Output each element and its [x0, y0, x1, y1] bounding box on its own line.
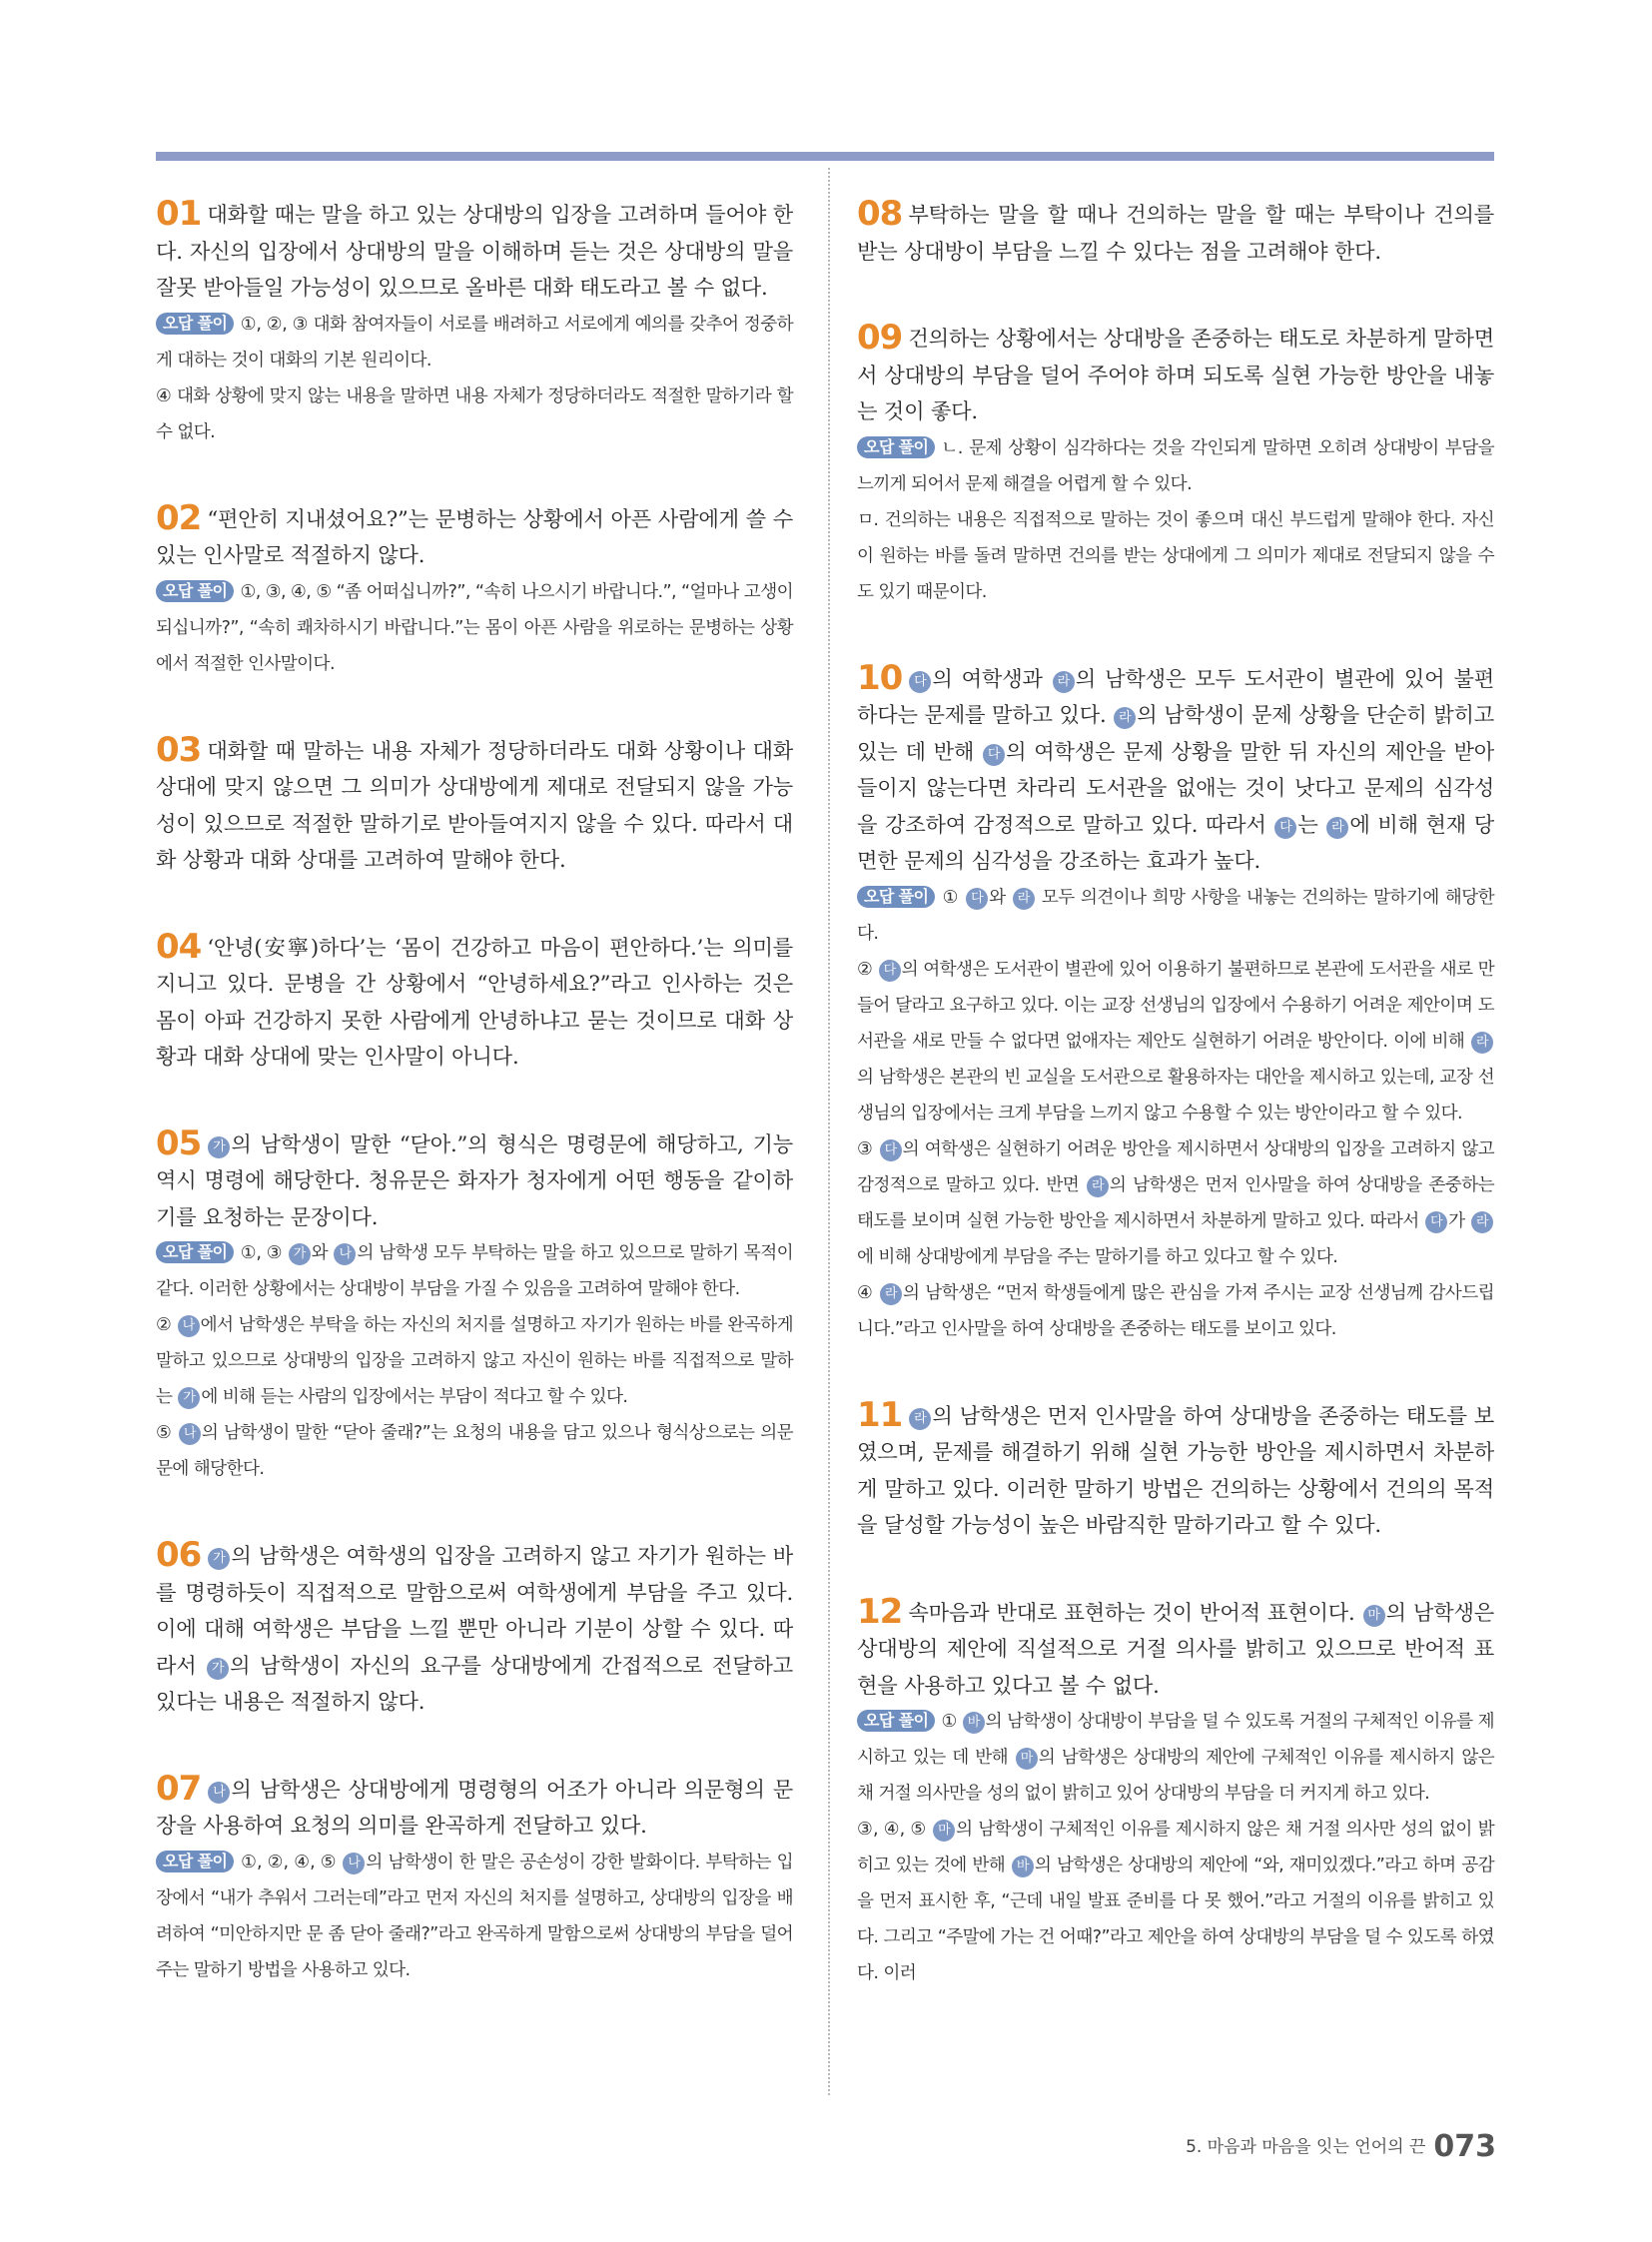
chip-ra: 라: [909, 1408, 931, 1430]
chip-ga: 가: [207, 1658, 229, 1680]
chip-da: 다: [879, 960, 901, 982]
wrong-answer-note: ③, ④, ⑤ 마 의 남학생이 구체적인 이유를 제시하지 않은 채 거절 의사만 성의 없이 밝히고 있는 것에 반해 바 의 남학생은 상대방의 제안에 “와, 재미있겠다.”라고 하며 공감을 먼저 표시한 후, “근데 내일 발표 준비를 다 못 했어.”라고 거절의 이유를 밝히고 있다. 그리고 “주말에 가는 건 어때?”라고 제안을 하여 상대방의 부담을 덜 수 있도록 하였다. 이러: [857, 1820, 1494, 1983]
wrong-answer-note: 오답 풀이 ① 바 의 남학생이 상대방이 부담을 덜 수 있도록 거절의 구체적인 이유를 제시하고 있는 데 반해 마 의 남학생은 상대방의 제안에 구체적인 이유를 제시하지 않은 채 거절 의사만을 성의 없이 밝히고 있어 상대방의 부담을 더 커지게 하고 있다.: [857, 1711, 1494, 1804]
question-number: 12: [857, 1591, 903, 1632]
wrong-answer-badge: 오답 풀이: [857, 886, 935, 908]
chip-ra: 라: [1471, 1032, 1493, 1054]
chip-da: 다: [966, 888, 988, 910]
chip-da: 다: [880, 1139, 902, 1161]
left-column: [156, 196, 793, 2038]
chip-ra: 라: [1471, 1211, 1493, 1233]
wrong-answer-note: ② 나 에서 남학생은 부탁을 하는 자신의 처지를 설명하고 자기가 원하는 바를 완곡하게 말하고 있으므로 상대방의 입장을 고려하지 않고 자신이 원하는 바를 직접적으로 말하는 가 에 비해 듣는 사람의 입장에서는 부담이 적다고 할 수 있다.: [156, 1315, 793, 1407]
wrong-answer-note: ③ 다 의 여학생은 실현하기 어려운 방안을 제시하면서 상대방의 입장을 고려하지 않고 감정적으로 말하고 있다. 반면 라 의 남학생은 먼저 인사말을 하여 상대방을 존중하는 태도를 보이며 실현 가능한 방안을 제시하면서 차분하게 말하고 있다. 따라서 다 가 라에 비해 상대방에게 부담을 주는 말하기를 하고 있다고 할 수 있다.: [857, 1138, 1494, 1267]
chip-ga: 가: [289, 1243, 311, 1265]
question-number: 09: [857, 318, 903, 358]
explanation-text: ‘안녕(安寧)하다’는 ‘몸이 건강하고 마음이 편안하다.’는 의미를 지니고 있다. 문병을 간 상황에서 “안녕하세요?”라고 인사하는 것은 몸이 아파 건강하지 못한 사람에게 안녕하냐고 묻는 것이므로 대화 상황과 대화 상대에 맞는 인사말이 아니다.: [156, 934, 793, 1069]
answer-08: [857, 196, 1494, 270]
column-divider: [828, 168, 830, 2095]
explanation-text: 건의하는 상황에서는 상대방을 존중하는 태도로 차분하게 말하면서 상대방의 부담을 덜어 주어야 하며 되도록 실현 가능한 방안을 내놓는 것이 좋다.: [857, 326, 1494, 423]
chip-ga: 가: [208, 1548, 230, 1570]
chip-ga: 가: [208, 1136, 230, 1158]
wrong-answer-badge: 오답 풀이: [156, 580, 234, 602]
chip-da: 다: [983, 744, 1005, 766]
question-number: 10: [857, 657, 903, 698]
right-column: [857, 196, 1494, 2041]
explanation-text: “편안히 지내셨어요?”는 문병하는 상황에서 아픈 사람에게 쓸 수 있는 인사말로 적절하지 않다.: [156, 505, 793, 567]
page-number: 073: [1433, 2129, 1496, 2164]
question-number: 11: [857, 1394, 903, 1435]
wrong-answer-badge: 오답 풀이: [857, 436, 935, 458]
chip-na: 나: [334, 1243, 356, 1265]
answer-04: [156, 926, 793, 1076]
wrong-answer-badge: 오답 풀이: [156, 313, 234, 335]
question-number: 05: [156, 1122, 202, 1163]
question-number: 08: [857, 194, 903, 234]
wrong-answer-note: 오답 풀이 ①, ③, ④, ⑤ “좀 어떠십니까?”, “속히 나으시기 바랍니다.”, “얼마나 고생이 되십니까?”, “속히 쾌차하시기 바랍니다.”는 몸이 아픈 사람을 위로하는 문병하는 상황에서 적절한 인사말이다.: [156, 580, 793, 674]
chip-ra: 라: [1087, 1175, 1109, 1197]
answer-03: [156, 729, 793, 879]
chip-ba: 바: [1012, 1856, 1034, 1877]
wrong-answer-note: ② 다 의 여학생은 도서관이 별관에 있어 이용하기 불편하므로 본관에 도서관을 새로 만들어 달라고 요구하고 있다. 이는 교장 선생님의 입장에서 수용하기 어려운 제안이며 도서관을 새로 만들 수 없다면 없애자는 제안도 실현하기 어려운 방안이다. 이에 비해 라의 남학생은 본관의 빈 교실을 도서관으로 활용하자는 대안을 제시하고 있는데, 교장 선생님의 입장에서는 크게 부담을 느끼지 않고 수용할 수 있는 방안이라고 할 수 있다.: [857, 959, 1494, 1123]
wrong-answer-note: 오답 풀이 ①, ③ 가 와 나 의 남학생 모두 부탁하는 말을 하고 있으므로 말하기 목적이 같다. 이러한 상황에서는 상대방이 부담을 가질 수 있음을 고려하여 말해야 한다.: [156, 1242, 793, 1299]
chip-ra: 라: [1013, 888, 1035, 910]
wrong-answer-note: 오답 풀이 ① 다 와 라 모두 의견이나 희망 사항을 내놓는 건의하는 말하기에 해당한다.: [857, 886, 1494, 944]
question-number: 03: [156, 729, 202, 770]
wrong-answer-note: ㅁ. 건의하는 내용은 직접적으로 말하는 것이 좋으며 대신 부드럽게 말해야 한다. 자신이 원하는 바를 돌려 말하면 건의를 받는 상대에게 그 의미가 제대로 전달되지 않을 수도 있기 때문이다.: [857, 509, 1494, 602]
question-number: 07: [156, 1768, 202, 1809]
chip-da: 다: [1274, 817, 1296, 839]
page-footer: [1186, 2129, 1496, 2164]
chip-na: 나: [178, 1315, 200, 1337]
chip-ra: 라: [1053, 671, 1075, 693]
chip-ba: 바: [963, 1712, 985, 1734]
chip-ga: 가: [178, 1387, 200, 1409]
chip-na: 나: [179, 1423, 201, 1445]
chip-da: 다: [1425, 1211, 1447, 1233]
question-number: 04: [156, 926, 202, 967]
chip-ma: 마: [933, 1820, 955, 1842]
wrong-answer-note: 오답 풀이 ㄴ. 문제 상황이 심각하다는 것을 각인되게 말하면 오히려 상대방이 부담을 느끼게 되어서 문제 해결을 어렵게 할 수 있다.: [857, 436, 1494, 494]
chip-ra: 라: [1114, 707, 1136, 729]
question-number: 02: [156, 497, 202, 538]
chapter-title: 5. 마음과 마음을 잇는 언어의 끈: [1186, 2137, 1426, 2157]
header-bar: [156, 152, 1494, 161]
chip-da: 다: [909, 671, 931, 693]
chip-ma: 마: [1363, 1605, 1385, 1627]
explanation-text: 대화할 때는 말을 하고 있는 상대방의 입장을 고려하며 들어야 한다. 자신의 입장에서 상대방의 말을 이해하며 듣는 것은 상대방의 말을 잘못 받아들일 가능성이 있으므로 올바른 대화 태도라고 볼 수 없다.: [156, 202, 793, 300]
answer-01: [156, 196, 793, 450]
explanation-text: 부탁하는 말을 할 때나 건의하는 말을 할 때는 부탁이나 건의를 받는 상대방이 부담을 느낄 수 있다는 점을 고려해야 한다.: [857, 202, 1494, 264]
wrong-answer-badge: 오답 풀이: [156, 1851, 234, 1872]
chip-na: 나: [343, 1853, 365, 1874]
chip-na: 나: [208, 1782, 230, 1804]
question-number: 06: [156, 1535, 202, 1575]
wrong-answer-badge: 오답 풀이: [156, 1241, 234, 1263]
chip-ma: 마: [1016, 1748, 1038, 1770]
wrong-answer-note: ④ 대화 상황에 맞지 않는 내용을 말하면 내용 자체가 정당하더라도 적절한 말하기라 할 수 없다.: [156, 385, 793, 442]
wrong-answer-note: 오답 풀이 ①, ②, ④, ⑤ 나 의 남학생이 한 말은 공손성이 강한 발화이다. 부탁하는 입장에서 “내가 추워서 그러는데”라고 먼저 자신의 처지를 설명하고, 상대방의 입장을 배려하여 “미안하지만 문 좀 닫아 줄래?”라고 완곡하게 말함으로써 상대방의 부담을 덜어 주는 말하기 방법을 사용하고 있다.: [156, 1851, 793, 1980]
wrong-answer-note: ⑤ 나 의 남학생이 말한 “닫아 줄래?”는 요청의 내용을 담고 있으나 형식상으로는 의문문에 해당한다.: [156, 1423, 793, 1479]
wrong-answer-note: ④ 라 의 남학생은 “먼저 학생들에게 많은 관심을 가져 주시는 교장 선생님께 감사드립니다.”라고 인사말을 하여 상대방을 존중하는 태도를 보이고 있다.: [857, 1282, 1494, 1339]
answer-02: [156, 497, 793, 682]
wrong-answer-badge: 오답 풀이: [857, 1710, 935, 1732]
answer-12: 12 속마음과 반대로 표현하는 것이 반어적 표현이다. 마 의 남학생은 상대방의 제안에 직설적으로 거절 의사를 밝히고 있으므로 반어적 표현을 사용하고 있다고 볼 수 없다. 오답 풀이 ① 바 의 남학생이 상대방이 부담을 덜 수 있도록 거절의 구체적인 이유를 제시하고 있는 데 반해 마 의 남학생은 상대방의 제안에 구체적인 이유를 제시하지 않은 채 거절 의사만을 성의 없이 밝히고 있어 상대방의 부담을 더 커지게 하고 있다. ③, ④, ⑤ 마 의 남학생이 구체적인 이유를 제시하지 않은 채 거절 의사만 성의 없이 밝히고 있는 것에 반해 바 의 남학생은 상대방의 제안에 “와, 재미있겠다.”라고 하며 공감을 먼저 표시한 후, “근데 내일 발표 준비를 다 못 했어.”라고 거절의 이유를 밝히고 있다. 그리고 “주말에 가는 건 어때?”라고 제안을 하여 상대방의 부담을 덜 수 있도록 하였다. 이러: [857, 1594, 1494, 1992]
wrong-answer-note: 오답 풀이 ①, ②, ③ 대화 참여자들이 서로를 배려하고 서로에게 예의를 갖추어 정중하게 대하는 것이 대화의 기본 원리이다.: [156, 313, 793, 371]
answer-11: 11 라 의 남학생은 먼저 인사말을 하여 상대방을 존중하는 태도를 보였으며, 문제를 해결하기 위해 실현 가능한 방안을 제시하면서 차분하게 말하고 있다. 이러한 말하기 방법은 건의하는 상황에서 건의의 목적을 달성할 가능성이 높은 바람직한 말하기라고 할 수 있다.: [857, 1394, 1494, 1537]
question-number: 01: [156, 194, 202, 234]
chip-ra: 라: [880, 1283, 902, 1305]
answer-09: [857, 320, 1494, 610]
explanation-text: 대화할 때 말하는 내용 자체가 정당하더라도 대화 상황이나 대화 상대에 맞지 않으면 그 의미가 상대방에게 제대로 전달되지 않을 가능성이 있으므로 적절한 말하기로 받아들여지지 않을 수 있다. 따라서 대화 상황과 대화 상대를 고려하여 말해야 한다.: [156, 737, 793, 872]
chip-ra: 라: [1326, 817, 1348, 839]
answer-10: 10 다 의 여학생과 라 의 남학생은 모두 도서관이 별관에 있어 불편하다는 문제를 말하고 있다. 라 의 남학생이 문제 상황을 단순히 밝히고 있는 데 반해 다 의 여학생은 문제 상황을 말한 뒤 자신의 제안을 받아들이지 않는다면 차라리 도서관을 없애는 것이 낫다고 문제의 심각성을 강조하여 감정적으로 말하고 있다. 따라서 다 는 라 에 비해 현재 당면한 문제의 심각성을 강조하는 효과가 높다. 오답 풀이 ① 다 와 라 모두 의견이나 희망 사항을 내놓는 건의하는 말하기에 해당한다. ② 다 의 여학생은 도서관이 별관에 있어 이용하기 불편하므로 본관에 도서관을 새로 만들어 달라고 요구하고 있다. 이는 교장 선생님의 입장에서 수용하기 어려운 제안이며 도서관을 새로 만들 수 없다면 없애자는 제안도 실현하기 어려운 방안이다. 이에 비해 라의 남학생은 본관의 빈 교실을 도서관으로 활용하자는 대안을 제시하고 있는데, 교장 선생님의 입장에서는 크게 부담을 느끼지 않고 수용할 수 있는 방안이라고 할 수 있다. ③ 다 의 여학생은 실현하기 어려운 방안을 제시하면서 상대방의 입장을 고려하지 않고 감정적으로 말하고 있다. 반면 라 의 남학생은 먼저 인사말을 하여 상대방을 존중하는 태도를 보이며 실현 가능한 방안을 제시하면서 차분하게 말하고 있다. 따라서 다 가 라에 비해 상대방에게 부담을 주는 말하기를 하고 있다고 할 수 있다. ④ 라 의 남학생은 “먼저 학생들에게 많은 관심을 가져 주시는 교장 선생님께 감사드립니다.”라고 인사말을 하여 상대방을 존중하는 태도를 보이고 있다.: [857, 660, 1494, 1347]
answer-05: 05 가 의 남학생이 말한 “닫아.”의 형식은 명령문에 해당하고, 기능 역시 명령에 해당한다. 청유문은 화자가 청자에게 어떤 행동을 같이하기를 요청하는 문장이다. 오답 풀이 ①, ③ 가 와 나 의 남학생 모두 부탁하는 말을 하고 있으므로 말하기 목적이 같다. 이러한 상황에서는 상대방이 부담을 가질 수 있음을 고려하여 말해야 한다. ② 나 에서 남학생은 부탁을 하는 자신의 처지를 설명하고 자기가 원하는 바를 완곡하게 말하고 있으므로 상대방의 입장을 고려하지 않고 자신이 원하는 바를 직접적으로 말하는 가 에 비해 듣는 사람의 입장에서는 부담이 적다고 할 수 있다. ⑤ 나 의 남학생이 말한 “닫아 줄래?”는 요청의 내용을 담고 있으나 형식상으로는 의문문에 해당한다.: [156, 1125, 793, 1488]
answer-06: 06 가 의 남학생은 여학생의 입장을 고려하지 않고 자기가 원하는 바를 명령하듯이 직접적으로 말함으로써 여학생에게 부담을 주고 있다. 이에 대해 여학생은 부담을 느낄 뿐만 아니라 기분이 상할 수 있다. 따라서 가 의 남학생이 자신의 요구를 상대방에게 간접적으로 전달하고 있다는 내용은 적절하지 않다.: [156, 1535, 793, 1714]
answer-07: 07 나 의 남학생은 상대방에게 명령형의 어조가 아니라 의문형의 문장을 사용하여 요청의 의미를 완곡하게 전달하고 있다. 오답 풀이 ①, ②, ④, ⑤ 나 의 남학생이 한 말은 공손성이 강한 발화이다. 부탁하는 입장에서 “내가 추워서 그러는데”라고 먼저 자신의 처지를 설명하고, 상대방의 입장을 배려하여 “미안하지만 문 좀 닫아 줄래?”라고 완곡하게 말함으로써 상대방의 부담을 덜어 주는 말하기 방법을 사용하고 있다.: [156, 1771, 793, 1988]
